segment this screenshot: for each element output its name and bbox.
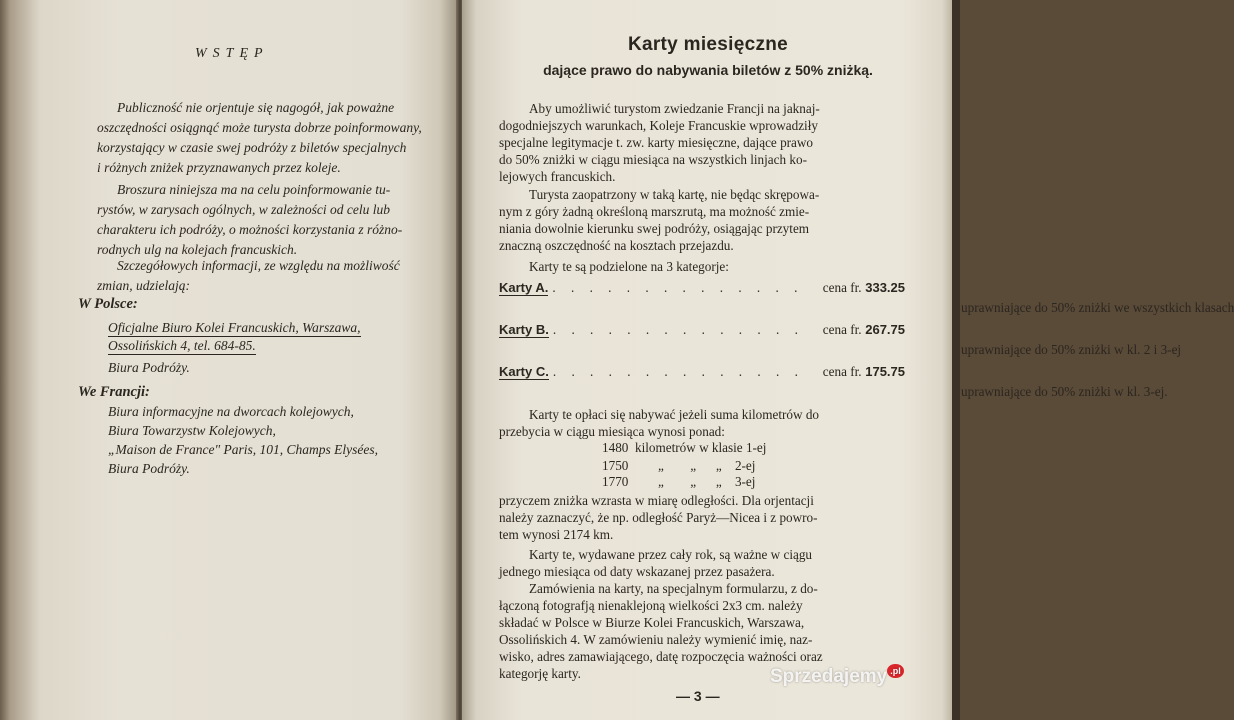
intro-block-2: Turysta zaopatrzony w taką kartę, nie będąc skrępowa- nym z góry żadną określoną marszrutą, ma możność zmie- niania dowolnie kierunku swej podróży, osiągając przytem znaczną oszczędność na kosztach przejazdu. (499, 187, 820, 253)
category-a-price: cena fr. 333.25 (822, 280, 905, 295)
france-heading: We Francji: (78, 384, 150, 400)
category-b-price: cena fr. 267.75 (822, 322, 905, 337)
right-page-title: Karty miesięczne (627, 34, 789, 55)
category-c-name: Karty C. (499, 364, 549, 379)
category-c-desc: uprawniające do 50% zniżki w kl. 3-ej. (961, 384, 1168, 399)
purpose-paragraph: Broszura niniejsza ma na celu poinformowanie tu- rystów, w zarysach ogólnych, w zależności od celu lub charakteru ich podróży, o możności korzystania z różno- rodnych ulg na kolejach francuskich. (97, 182, 403, 257)
category-b-row: Karty B. . . . . . . . . . . . . . . cena fr. 267.75 (499, 322, 905, 337)
payoff-paragraph: Karty te opłaci się nabywać jeżeli suma kilometrów do przebycia w ciągu miesiąca wynosi ponad: (499, 407, 820, 439)
km-row-1: 1480 kilometrów w klasie 1-ej (602, 440, 767, 455)
france-line-4: Biura Podróży. (108, 461, 190, 476)
right-page-subtitle: dające prawo do nabywania biletów z 50% zniżką. (543, 62, 873, 78)
validity-paragraph: Karty te, wydawane przez cały rok, są ważne w ciągu jednego miesiąca od daty wskazanej przez pasażera. (499, 547, 813, 579)
category-c-row: Karty C. . . . . . . . . . . . . . . cena fr. 175.75 (499, 364, 905, 379)
category-c-price: cena fr. 175.75 (822, 364, 905, 379)
category-a-row: Karty A. . . . . . . . . . . . . . . cena fr. 333.25 (499, 280, 905, 295)
poland-heading: W Polsce: (78, 296, 138, 312)
poland-agencies-line: Biura Podróży. (108, 360, 190, 375)
france-line-2: Biura Towarzystw Kolejowych, (108, 423, 276, 438)
category-b-name: Karty B. (499, 322, 549, 337)
info-paragraph: Szczegółowych informacji, ze względu na możliwość zmian, udzielają: (97, 258, 400, 293)
intro-block-1: Aby umożliwić turystom zwiedzanie Francji na jaknaj- dogodniejszych warunkach, Koleje Francuskie wprowadziły specjalne legitymacje t. zw. karty miesięczne, dające prawo do 50% zniżki w ciągu miesiąca na wszystkich linjach ko- lejowych francuskich. (499, 101, 820, 184)
categories-intro: Karty te są podzielone na 3 kategorje: (529, 259, 729, 274)
poland-address-line: Ossolińskich 4, tel. 684-85. (108, 338, 256, 353)
page-number: — 3 — (676, 688, 720, 704)
category-a-name: Karty A. (499, 280, 549, 295)
right-edge (952, 0, 960, 720)
watermark-logo: Sprzedajemy $^{.pl}$ (770, 666, 904, 688)
km-row-2: 1750 „ „ „ 2-ej (602, 458, 756, 473)
km-row-3: 1770 „ „ „ 3-ej (602, 474, 756, 489)
distance-paragraph: przyczem zniżka wzrasta w miarę odległości. Dla orjentacji należy zaznaczyć, że np. odległość Paryż—Nicea i z powro- tem wynosi 2174 km. (499, 493, 818, 542)
left-page-title: WSTĘP (195, 46, 269, 61)
category-b-desc: uprawniające do 50% zniżki w kl. 2 i 3-ej (961, 342, 1182, 357)
france-line-1: Biura informacyjne na dworcach kolejowych, (108, 404, 354, 419)
orders-paragraph: Zamówienia na karty, na specjalnym formularzu, z do- łączoną fotografją nienaklejoną wielkości 2x3 cm. należy składać w Polsce w Biurze Kolei Francuskich, Warszawa, Ossolińskich 4. W zamówieniu należy wymienić imię, naz- wisko, adres zamawiającego, datę rozpoczęcia ważności oraz kategorję karty. (499, 581, 823, 681)
poland-office-line: Oficjalne Biuro Kolei Francuskich, Warszawa, (108, 320, 361, 335)
france-line-3: „Maison de France" Paris, 101, Champs Elysées, (108, 442, 379, 457)
intro-paragraph: Publiczność nie orjentuje się nagogół, jak poważne oszczędności osiągnąć może turysta dobrze poinformowany, korzystający w czasie swej podróży z biletów specjalnych i różnych zniżek przyznawanych przez koleje. (97, 100, 422, 175)
category-a-desc: uprawniające do 50% zniżki we wszystkich klasach (961, 300, 1234, 315)
